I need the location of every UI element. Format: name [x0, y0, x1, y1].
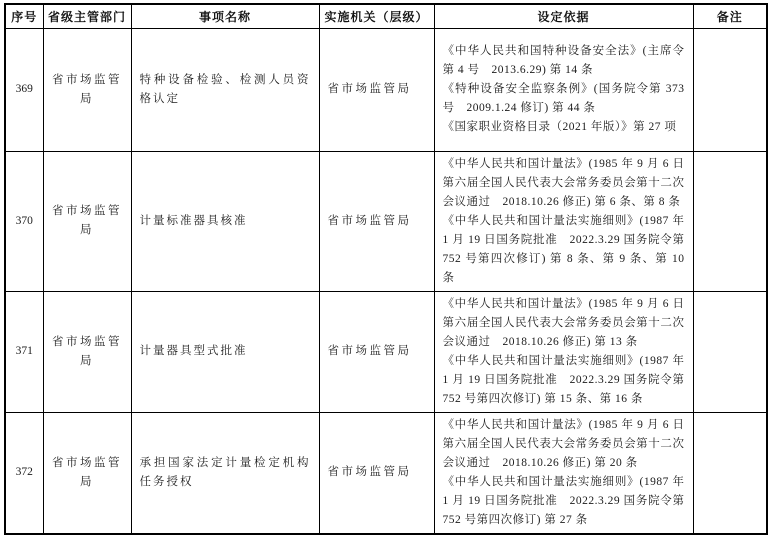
- department-cell: 省市场监管局: [43, 412, 131, 534]
- header-agency: 实施机关（层级）: [319, 4, 434, 28]
- administrative-items-table: [4, 3, 768, 535]
- basis-cell: [434, 151, 693, 291]
- basis-citation: 《中华人民共和国计量法》(1985 年 9 月 6 日第六届全国人民代表大会常务委员会第十二次会议通过 2018.10.26 修正) 第 13 条: [442, 297, 685, 348]
- row-index-cell: 372: [5, 412, 43, 534]
- table-row: [5, 151, 767, 291]
- basis-citation: 《中华人民共和国计量法实施细则》(1987 年 1 月 19 日国务院批准 2022.3.29 国务院令第 752 号第四次修订) 第 8 条、第 9 条、第 10 条: [442, 214, 685, 284]
- remark-cell: [693, 291, 767, 412]
- basis-citation: 《中华人民共和国计量法》(1985 年 9 月 6 日第六届全国人民代表大会常务委员会第十二次会议通过 2018.10.26 修正) 第 6 条、第 8 条: [442, 157, 685, 208]
- row-index-cell: 369: [5, 28, 43, 151]
- basis-citation: 《中华人民共和国计量法实施细则》(1987 年 1 月 19 日国务院批准 2022.3.29 国务院令第 752 号第四次修订) 第 15 条、第 16 条: [442, 354, 685, 405]
- row-index-cell: 370: [5, 151, 43, 291]
- item-name-cell: 计量器具型式批准: [131, 291, 319, 412]
- header-index: 序号: [5, 4, 43, 28]
- table-row: [5, 412, 767, 534]
- basis-cell: [434, 291, 693, 412]
- basis-citation: 《中华人民共和国计量法》(1985 年 9 月 6 日第六届全国人民代表大会常务委员会第十二次会议通过 2018.10.26 修正) 第 20 条: [442, 418, 685, 469]
- basis-cell: [434, 412, 693, 534]
- item-name-cell: 计量标准器具核准: [131, 151, 319, 291]
- agency-cell: 省市场监管局: [319, 28, 434, 151]
- table-row: [5, 28, 767, 151]
- basis-citation: 《特种设备安全监察条例》(国务院令第 373 号 2009.1.24 修订) 第 44 条: [442, 83, 685, 114]
- remark-cell: [693, 412, 767, 534]
- basis-citation: 《中华人民共和国特种设备安全法》(主席令第 4 号 2013.6.29) 第 14 条: [442, 45, 685, 76]
- header-basis: 设定依据: [434, 4, 693, 28]
- basis-citation: 《国家职业资格目录（2021 年版）》第 27 项: [442, 121, 677, 133]
- table-header-row: [5, 4, 767, 28]
- header-remark: 备注: [693, 4, 767, 28]
- row-index-cell: 371: [5, 291, 43, 412]
- basis-citation: 《中华人民共和国计量法实施细则》(1987 年 1 月 19 日国务院批准 2022.3.29 国务院令第 752 号第四次修订) 第 27 条: [442, 475, 685, 526]
- department-cell: 省市场监管局: [43, 28, 131, 151]
- remark-cell: [693, 28, 767, 151]
- header-department: 省级主管部门: [43, 4, 131, 28]
- department-cell: 省市场监管局: [43, 291, 131, 412]
- item-name-cell: 特种设备检验、检测人员资格认定: [131, 28, 319, 151]
- item-name-cell: 承担国家法定计量检定机构任务授权: [131, 412, 319, 534]
- table-row: [5, 291, 767, 412]
- agency-cell: 省市场监管局: [319, 412, 434, 534]
- header-item-name: 事项名称: [131, 4, 319, 28]
- agency-cell: 省市场监管局: [319, 291, 434, 412]
- department-cell: 省市场监管局: [43, 151, 131, 291]
- remark-cell: [693, 151, 767, 291]
- agency-cell: 省市场监管局: [319, 151, 434, 291]
- basis-cell: [434, 28, 693, 151]
